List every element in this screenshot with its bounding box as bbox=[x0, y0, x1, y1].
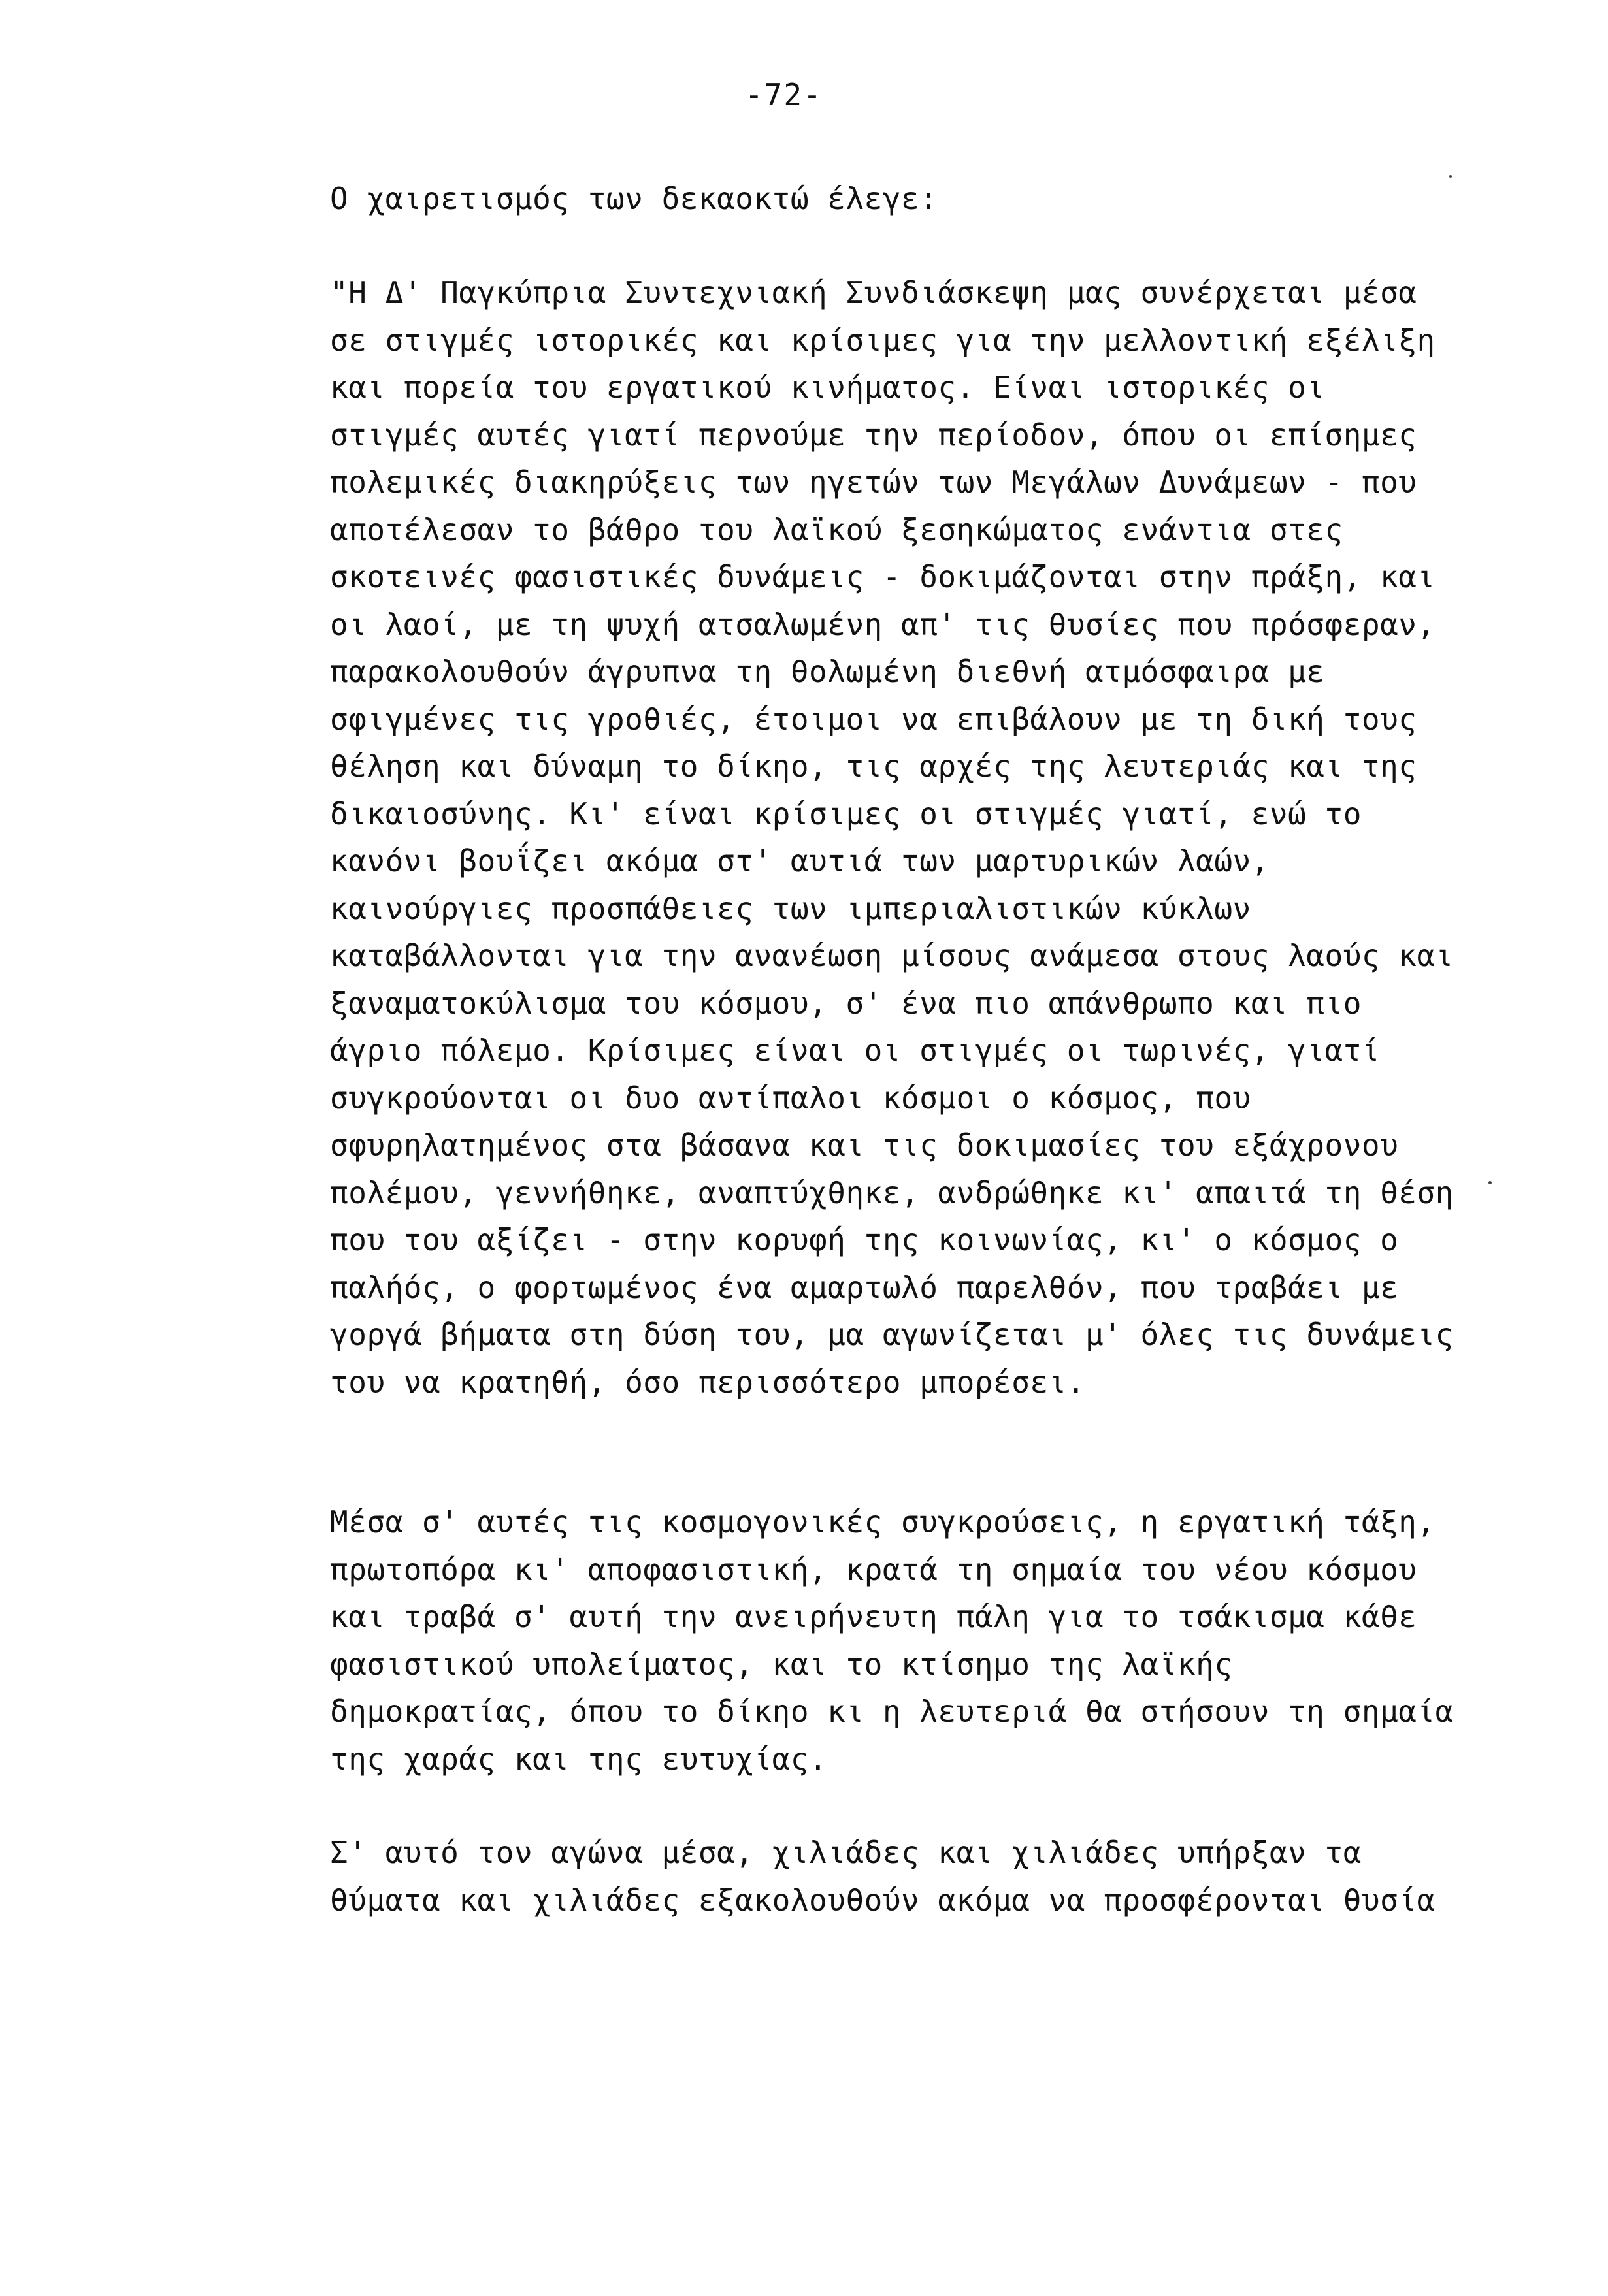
text-line: γοργά βήματα στη δύση του, μα αγωνίζεται μ' όλες τις δυνάμεις bbox=[330, 1317, 1454, 1352]
text-line: Μέσα σ' αυτές τις κοσμογονικές συγκρούσεις, η εργατική τάξη, bbox=[330, 1504, 1436, 1540]
text-line: καταβάλλονται για την ανανέωση μίσους ανάμεσα στους λαούς και bbox=[330, 938, 1454, 973]
text-line: φασιστικού υπολείματος, και το κτίσημο της λαϊκής bbox=[330, 1646, 1233, 1682]
text-line: άγριο πόλεμο. Κρίσιμες είναι οι στιγμές οι τωρινές, γιατί bbox=[330, 1033, 1381, 1068]
text-line: Ο χαιρετισμός των δεκαοκτώ έλεγε: bbox=[330, 181, 938, 216]
text-line: δημοκρατίας, όπου το δίκηο κι η λευτεριά θα στήσουν τη σημαία bbox=[330, 1694, 1454, 1729]
text-line: οι λαοί, με τη ψυχή ατσαλωμένη απ' τις θυσίες που πρόσφεραν, bbox=[330, 606, 1436, 642]
text-line: δικαιοσύνης. Κι' είναι κρίσιμες οι στιγμές γιατί, ενώ το bbox=[330, 796, 1362, 832]
text-line: σφυρηλατημένος στα βάσανα και τις δοκιμασίες του εξάχρονου bbox=[330, 1127, 1399, 1163]
text-line: αποτέλεσαν το βάθρο του λαϊκού ξεσηκώματος ενάντια στες bbox=[330, 511, 1343, 547]
body-paragraph-2 bbox=[330, 1498, 1454, 1783]
intro-paragraph bbox=[330, 175, 1349, 223]
text-line: ξαναματοκύλισμα του κόσμου, σ' ένα πιο απάνθρωπο και πιο bbox=[330, 985, 1362, 1021]
text-line: που του αξίζει - στην κορυφή της κοινωνίας, κι' ο κόσμος ο bbox=[330, 1222, 1399, 1257]
text-line: παλήός, ο φορτωμένος ένα αμαρτωλό παρελθόν, που τραβάει με bbox=[330, 1269, 1399, 1305]
page-number: -72- bbox=[745, 77, 823, 112]
text-line: και τραβά σ' αυτή την ανειρήνευτη πάλη για το τσάκισμα κάθε bbox=[330, 1599, 1417, 1634]
text-line: της χαράς και της ευτυχίας. bbox=[330, 1741, 828, 1777]
text-line: καινούργιες προσπάθειες των ιμπεριαλιστικών κύκλων bbox=[330, 890, 1251, 926]
text-line: σφιγμένες τις γροθιές, έτοιμοι να επιβάλουν με τη δική τους bbox=[330, 701, 1417, 737]
text-line: Σ' αυτό τον αγώνα μέσα, χιλιάδες και χιλιάδες υπήρξαν τα bbox=[330, 1835, 1362, 1870]
text-line: και πορεία του εργατικού κινήματος. Είναι ιστορικές οι bbox=[330, 370, 1325, 405]
text-line: "Η Δ' Παγκύπρια Συντεχνιακή Συνδιάσκεψη μας συνέρχεται μέσα bbox=[330, 275, 1417, 310]
text-line: παρακολουθούν άγρυπνα τη θολωμένη διεθνή ατμόσφαιρα με bbox=[330, 654, 1325, 689]
text-line: σε στιγμές ιστορικές και κρίσιμες για την μελλοντική εξέλιξη bbox=[330, 322, 1436, 358]
text-line: του να κρατηθή, όσο περισσότερο μπορέσει. bbox=[330, 1364, 1085, 1400]
quoted-greeting-paragraph bbox=[330, 269, 1454, 1406]
text-line: θέληση και δύναμη το δίκηο, τις αρχές της λευτεριάς και της bbox=[330, 749, 1417, 784]
text-line: πρωτοπόρα κι' αποφασιστική, κρατά τη σημαία του νέου κόσμου bbox=[330, 1551, 1417, 1587]
text-line: θύματα και χιλιάδες εξακολουθούν ακόμα να προσφέρονται θυσία bbox=[330, 1882, 1436, 1918]
scan-speck bbox=[1488, 1181, 1492, 1184]
text-line: πολεμικές διακηρύξεις των ηγετών των Μεγάλων Δυνάμεων - που bbox=[330, 464, 1417, 500]
scan-speck bbox=[1449, 175, 1452, 178]
text-line: πολέμου, γεννήθηκε, αναπτύχθηκε, ανδρώθηκε κι' απαιτά τη θέση bbox=[330, 1174, 1454, 1210]
text-line: κανόνι βουΐζει ακόμα στ' αυτιά των μαρτυρικών λαών, bbox=[330, 843, 1270, 879]
text-line: στιγμές αυτές γιατί περνούμε την περίοδον, όπου οι επίσημες bbox=[330, 417, 1417, 453]
text-line: σκοτεινές φασιστικές δυνάμεις - δοκιμάζονται στην πράξη, και bbox=[330, 559, 1436, 594]
text-line: συγκρούονται οι δυο αντίπαλοι κόσμοι ο κόσμος, που bbox=[330, 1080, 1251, 1116]
body-paragraph-3 bbox=[330, 1829, 1436, 1924]
